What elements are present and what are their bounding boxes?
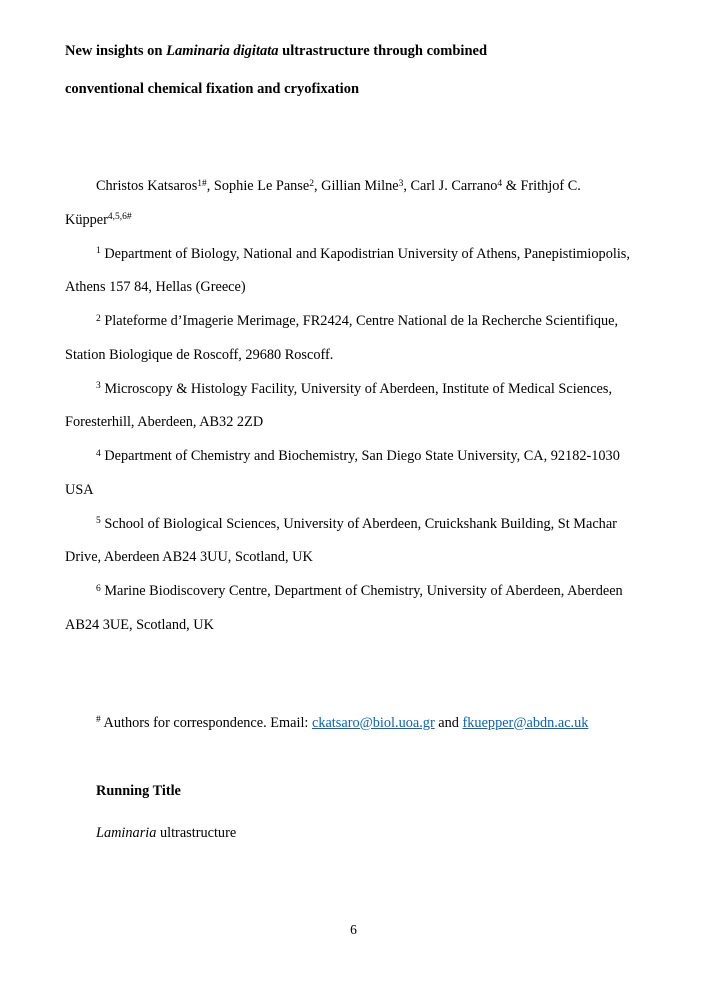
affiliation-superscript: 5 [96, 516, 101, 527]
affiliation-text: Microscopy & Histology Facility, University of Aberdeen, Institute of Medical Sciences, Foresterhill, Aberdeen, AB32 2ZD [65, 380, 613, 431]
title-line2: conventional chemical fixation and cryofixation [65, 81, 360, 97]
author-superscript: 3 [398, 178, 404, 189]
author-name: Frithjof C. Küpper [65, 178, 581, 228]
author-superscript: 2 [309, 178, 314, 189]
affiliation-2 [65, 305, 642, 373]
page-number: 6 [350, 922, 357, 937]
correspondence-note [65, 707, 642, 741]
affiliation-superscript: 2 [96, 313, 101, 324]
author-name: Sophie Le Panse [213, 178, 310, 194]
title-line1-pre: New insights on [65, 43, 167, 59]
affiliation-superscript: 3 [96, 381, 101, 392]
title-species-italic: Laminaria digitata [166, 43, 279, 59]
running-title-rest: ultrastructure [156, 825, 237, 841]
email-link-fkuepper[interactable]: fkuepper@abdn.ac.uk [462, 714, 589, 731]
author-separator: , [403, 178, 411, 194]
author-separator: & [502, 178, 521, 194]
author-superscript: 4 [497, 178, 503, 189]
affiliation-3 [65, 373, 642, 441]
author-name: Carl J. Carrano [410, 178, 498, 194]
email-link-ckatsaro[interactable]: ckatsaro@biol.uoa.gr [311, 714, 435, 731]
author-superscript: 4,5,6# [107, 212, 132, 223]
affiliation-superscript: 4 [96, 448, 101, 459]
affiliation-text: Plateforme d’Imagerie Merimage, FR2424, Centre National de la Recherche Scientifique, Station Biologique de Roscoff, 29680 Roscoff. [65, 313, 619, 363]
running-title-genus-italic: Laminaria [96, 825, 157, 841]
affiliation-text: Department of Chemistry and Biochemistry, San Diego State University, CA, 92182-1030 USA [65, 448, 620, 498]
correspondence-superscript: # [96, 715, 101, 726]
affiliation-6 [65, 575, 642, 643]
running-title-heading-label: Running Title [96, 783, 181, 800]
author-superscript: 1# [197, 178, 207, 189]
affiliation-superscript: 6 [96, 583, 101, 594]
running-title-value [65, 817, 642, 851]
affiliation-1 [65, 238, 642, 306]
author-name: Gillian Milne [321, 178, 399, 194]
affiliation-text: Department of Biology, National and Kapodistrian University of Athens, Panepistimiopolis, Athens 157 84, Hellas (Greece) [65, 245, 630, 296]
affiliation-5 [65, 508, 642, 576]
running-title-heading [65, 775, 642, 809]
author-name: Christos Katsaros [96, 178, 198, 194]
author-separator: , [206, 178, 214, 194]
affiliation-4 [65, 440, 642, 508]
author-separator: , [313, 178, 322, 194]
affiliation-text: Marine Biodiscovery Centre, Department of Chemistry, University of Aberdeen, Aberdeen AB24 3UE, Scotland, UK [65, 583, 623, 633]
title-line1-post: ultrastructure through combined [278, 43, 488, 59]
author-list [65, 170, 642, 238]
correspondence-and: and [434, 714, 463, 731]
correspondence-text: Authors for correspondence. Email: [100, 714, 312, 731]
affiliation-superscript: 1 [96, 246, 101, 257]
affiliation-text: School of Biological Sciences, University of Aberdeen, Cruickshank Building, St Machar Drive, Aberdeen AB24 3UU, Scotland, UK [65, 515, 617, 566]
paper-title [65, 32, 642, 108]
